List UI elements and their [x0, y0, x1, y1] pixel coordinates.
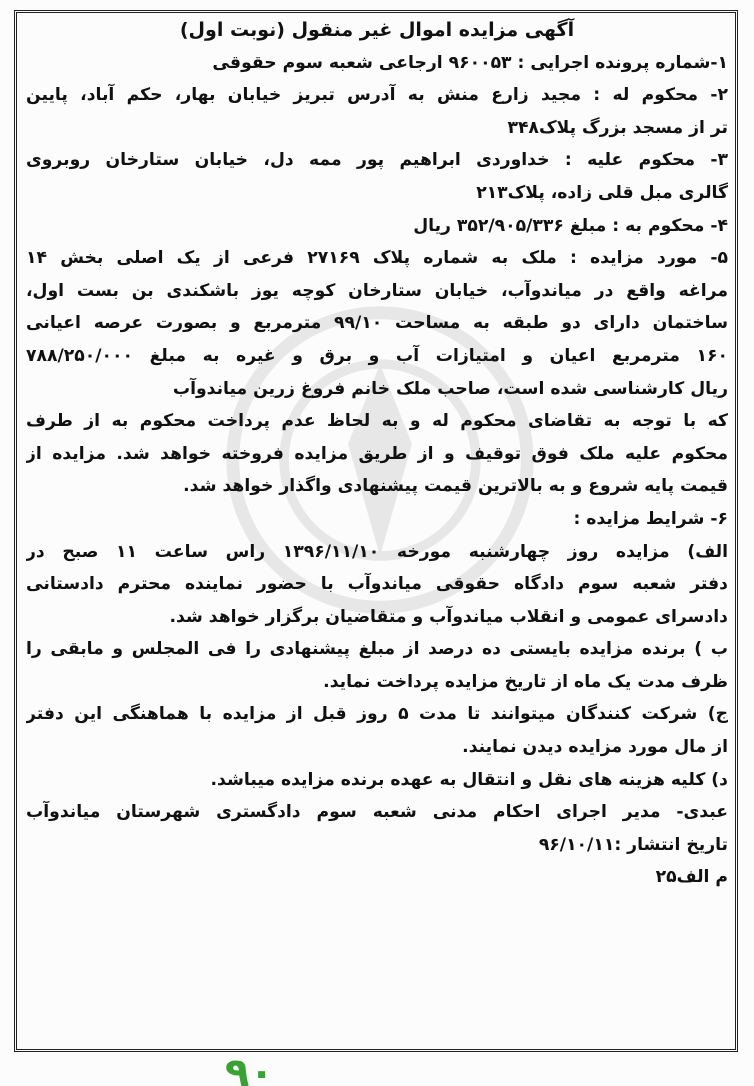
auction-location-line: مراغه واقع در میاندوآب، خیابان ستارخان کوچه یوز باشکندی بن بست اول، [26, 280, 728, 301]
condition-d-line: د) کلیه هزینه های نقل و انتقال به عهده برنده مزایده میباشد. [210, 769, 728, 790]
owner-line: ریال کارشناسی شده است، صاحب ملک خانم فروغ زرین میاندوآب [172, 378, 728, 399]
notice-title: آگهی مزایده اموال غیر منقول (نوبت اول) [179, 19, 575, 41]
conditions-heading: ۶- شرایط مزایده : [573, 508, 728, 529]
auction-subject-line: ۵- مورد مزایده : ملک به شماره پلاک ۲۷۱۶۹ فرعی از یک اصلی بخش ۱۴ [26, 248, 728, 269]
base-price-line: قیمت پایه شروع و به بالاترین قیمت پیشنهادی واگذار خواهد شد. [183, 476, 728, 497]
valuation-line: ۱۶۰ مترمربع اعیان و امتیازات آب و برق و غیره به مبلغ ۷۸۸/۲۵۰/۰۰۰ [26, 345, 728, 366]
condition-c-line-1: ج) شرکت کنندگان میتوانند تا مدت ۵ روز قبل از مزایده با هماهنگی این دفتر [26, 704, 728, 725]
signature-line: عبدی- مدیر اجرای احکام مدنی شعبه سوم دادگستری شهرستان میاندوآب [26, 802, 728, 823]
publish-date-line: تاریخ انتشار :۹۶/۱۰/۱۱ [538, 834, 728, 855]
notice-body [26, 14, 728, 894]
condition-a-line-3: دادسرای عمومی و انقلاب میاندوآب و متقاضیان برگزار خواهد شد. [169, 606, 728, 627]
condition-b-line-1: ب ) برنده مزایده بایستی ده درصد از مبلغ پیشنهادی را فی المجلس و مابقی را [26, 639, 728, 660]
plaintiff-address-line: تر از مسجد بزرگ پلاک۳۴۸ [507, 117, 728, 138]
condition-a-line-2: دفتر شعبه سوم دادگاه حقوقی میاندوآب با حضور نماینده محترم دادستانی [26, 574, 728, 595]
condition-c-line-2: از مال مورد مزایده دیدن نمایند. [462, 737, 728, 758]
defendant-line: ۳- محکوم علیه : خداوردی ابراهیم پور ممه دل، خیابان ستارخان روبروی [26, 150, 728, 171]
building-description-line: ساختمان دارای دو طبقه به مساحت ۹۹/۱۰ مترمربع و بصورت عرصه اعیانی [26, 313, 728, 334]
defendant-address-line: گالری مبل قلی زاده، پلاک۲۱۳ [476, 182, 728, 203]
case-number-line: ۱-شماره پرونده اجرایی : ۹۶۰۰۵۳ ارجاعی شعبه سوم حقوقی [212, 52, 728, 73]
plaintiff-line: ۲- محکوم له : مجید زارع منش به آدرس تبریز خیابان بهار، حکم آباد، پایین [26, 85, 728, 106]
judgment-amount-line: ۴- محکوم به : مبلغ ۳۵۲/۹۰۵/۳۳۶ ریال [413, 215, 728, 236]
seizure-line: محکوم علیه ملک فوق توقیف و از طریق مزایده فروخته خواهد شد. مزایده از [26, 443, 728, 464]
request-line: که با توجه به تقاضای محکوم له و به لحاظ عدم پرداخت محکوم به از طرف [26, 411, 728, 432]
reference-code-line: م الف۲۵ [655, 867, 728, 888]
condition-a-line-1: الف) مزایده روز چهارشنبه مورخه ۱۳۹۶/۱۱/۱۰ راس ساعت ۱۱ صبح در [26, 541, 728, 562]
handwritten-mark: ۹۰ [225, 1050, 274, 1086]
condition-b-line-2: ظرف مدت یک ماه از تاریخ مزایده پرداخت نماید. [323, 671, 728, 692]
